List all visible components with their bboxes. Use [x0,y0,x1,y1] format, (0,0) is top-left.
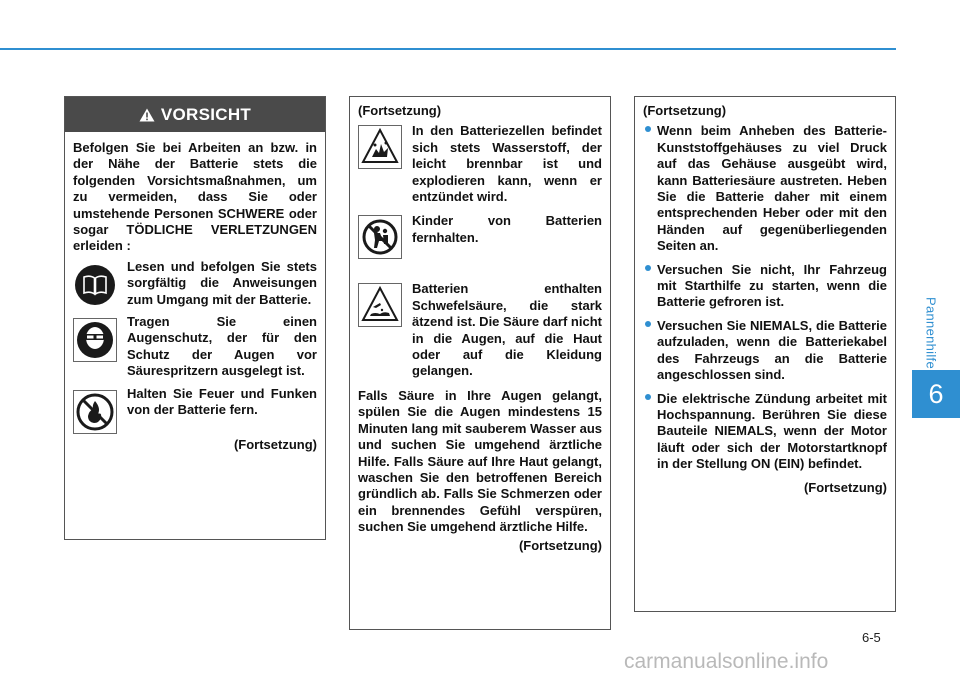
manual-book-icon [74,264,116,306]
caution-item-text: Halten Sie Feuer und Funken von der Batterie fern. [127,385,317,418]
explosion-warning-icon [360,127,400,167]
continued-heading: (Fortsetzung) [358,103,442,118]
hazard-item-text: Kinder von Batterien fernhalten. [412,213,602,245]
caution-banner [65,97,325,132]
no-fire-icon [75,392,115,432]
continued-box-3 [634,96,896,612]
eye-protection-icon [75,320,115,360]
watermark: carmanualsonline.info [624,650,829,673]
chapter-tab[interactable]: 6 [912,370,960,418]
caution-item-text: Tragen Sie einen Augenschutz, der für den Schutz der Augen vor Säurespritzern ausgelegt ist. [127,314,317,379]
acid-first-aid-paragraph: Falls Säure in Ihre Augen gelangt, spülen Sie die Augen mindestens 15 Minuten lang mit sauberem Wasser aus und suchen Sie umgehend ärztliche Hilfe. Falls Säure auf Ihre Haut gelangt, waschen Sie den betroffenen Bereich gründlich ab. Falls Sie Schmerzen oder ein brennendes Gefühl verspüren, suchen Sie umgehend ärztliche Hilfe. [358,387,602,535]
page-number: 6-5 [862,630,881,645]
bullet-dot-icon [645,126,651,132]
list-item: Die elektrische Zündung arbeitet mit Hochspannung. Berühren Sie diese Bauteile NIEMALS, wenn der Motor läuft oder sich der Motorstartknopf in der Stellung ON (EIN) befindet. [643,391,887,473]
precaution-list [643,123,887,472]
bullet-dot-icon [645,394,651,400]
warning-triangle-icon [139,108,155,122]
hazard-item-children [358,213,602,259]
header-rule [0,48,896,50]
continued-heading: (Fortsetzung) [643,103,727,118]
bullet-dot-icon [645,321,651,327]
caution-item-no-fire [73,386,317,434]
list-item: Wenn beim Anheben des Batterie-Kunststoffgehäuses zu viel Druck auf das Gehäuse ausgeübt wird, kann Batteriesäure austreten. Heben Sie die Batterie daher mit einem entsprechenden Heber oder mit den Händen auf gegenüberliegenden Seiten an. [643,123,887,254]
caution-item-manual [73,259,317,308]
continued-label: (Fortsetzung) [518,537,602,553]
section-label-text: Pannenhilfe [923,297,939,369]
continued-box-2 [349,96,611,630]
list-item: Versuchen Sie nicht, Ihr Fahrzeug mit Starthilfe zu starten, wenn die Batterie gefroren ist. [643,262,887,311]
corrosive-warning-icon [360,285,400,325]
caution-box [64,96,326,540]
caution-item-eye-protection [73,314,317,380]
keep-children-away-icon [360,217,400,257]
hazard-item-text: Batterien enthalten Schwefelsäure, die stark ätzend ist. Die Säure darf nicht in die Augen, auf die Haut oder auf die Kleidung gelangen. [412,281,602,379]
caution-title: VORSICHT [160,104,252,124]
hazard-item-explosion [358,123,602,205]
hazard-item-text: In den Batteriezellen befindet sich stets Wasserstoff, der leicht brennbar ist und explodieren kann, wenn er entzündet wird. [412,123,602,205]
caution-intro: Befolgen Sie bei Arbeiten an bzw. in der Nähe der Batterie stets die folgenden Vorsichtsmaßnahmen, um zu vermeiden, dass Sie oder umstehende Personen SCHWERE oder sogar TÖDLICHE VERLETZUNGEN erleiden : [73,140,317,254]
continued-label: (Fortsetzung) [803,479,887,495]
hazard-item-corrosive [358,281,602,379]
caution-item-text: Lesen und befolgen Sie stets sorgfältig die Anweisungen zum Umgang mit der Batterie. [127,258,317,307]
bullet-dot-icon [645,265,651,271]
list-item: Versuchen Sie NIEMALS, die Batterie aufzuladen, wenn die Batteriekabel des Fahrzeugs an die Batterie angeschlossen sind. [643,318,887,384]
continued-label: (Fortsetzung) [233,436,317,452]
